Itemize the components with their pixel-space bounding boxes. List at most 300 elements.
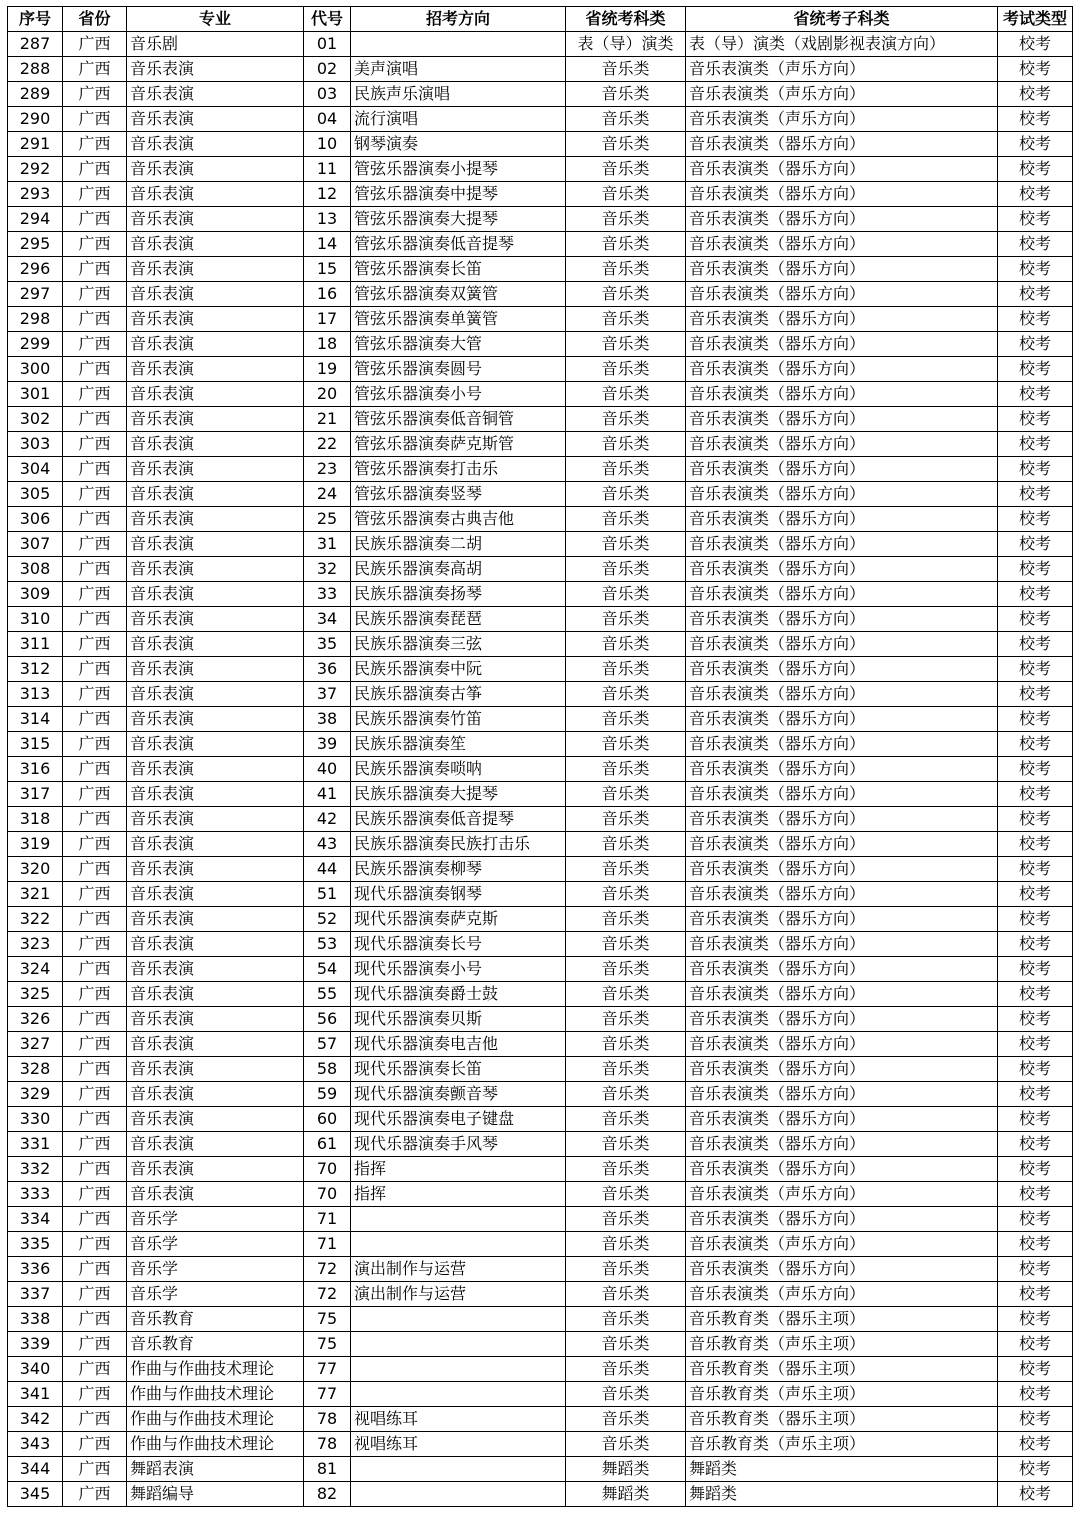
cell-exam-type: 校考 [998, 1032, 1073, 1057]
cell-category: 音乐类 [566, 1082, 686, 1107]
cell-serial: 341 [8, 1382, 63, 1407]
cell-subcategory: 音乐表演类（器乐方向） [686, 1007, 998, 1032]
cell-code: 59 [304, 1082, 351, 1107]
cell-code: 53 [304, 932, 351, 957]
cell-subcategory: 音乐表演类（器乐方向） [686, 357, 998, 382]
cell-exam-type: 校考 [998, 1457, 1073, 1482]
cell-code: 13 [304, 207, 351, 232]
cell-province: 广西 [63, 1207, 127, 1232]
cell-subcategory: 音乐表演类（器乐方向） [686, 957, 998, 982]
cell-serial: 332 [8, 1157, 63, 1182]
cell-direction: 现代乐器演奏手风琴 [351, 1132, 566, 1157]
cell-direction [351, 1307, 566, 1332]
cell-code: 41 [304, 782, 351, 807]
cell-serial: 291 [8, 132, 63, 157]
cell-code: 36 [304, 657, 351, 682]
cell-exam-type: 校考 [998, 732, 1073, 757]
cell-category: 音乐类 [566, 932, 686, 957]
table-row [8, 207, 1073, 232]
cell-province: 广西 [63, 507, 127, 532]
cell-province: 广西 [63, 1157, 127, 1182]
cell-code: 42 [304, 807, 351, 832]
cell-category: 音乐类 [566, 57, 686, 82]
cell-exam-type: 校考 [998, 307, 1073, 332]
cell-direction [351, 1232, 566, 1257]
cell-province: 广西 [63, 282, 127, 307]
cell-exam-type: 校考 [998, 107, 1073, 132]
table-row [8, 807, 1073, 832]
cell-direction: 演出制作与运营 [351, 1257, 566, 1282]
enrollment-table-container [7, 6, 1073, 1507]
table-row [8, 307, 1073, 332]
cell-subcategory: 音乐教育类（声乐主项） [686, 1332, 998, 1357]
table-body [8, 32, 1073, 1507]
cell-direction: 现代乐器演奏萨克斯 [351, 907, 566, 932]
header-exam-type: 考试类型 [998, 7, 1073, 32]
cell-category: 音乐类 [566, 407, 686, 432]
cell-category: 音乐类 [566, 582, 686, 607]
cell-category: 音乐类 [566, 1382, 686, 1407]
table-row [8, 682, 1073, 707]
cell-code: 77 [304, 1382, 351, 1407]
cell-serial: 323 [8, 932, 63, 957]
cell-province: 广西 [63, 57, 127, 82]
cell-province: 广西 [63, 1332, 127, 1357]
header-major: 专业 [127, 7, 304, 32]
cell-major: 音乐学 [127, 1282, 304, 1307]
cell-category: 音乐类 [566, 1207, 686, 1232]
cell-major: 音乐表演 [127, 57, 304, 82]
cell-code: 12 [304, 182, 351, 207]
table-row [8, 1332, 1073, 1357]
cell-direction: 管弦乐器演奏中提琴 [351, 182, 566, 207]
cell-exam-type: 校考 [998, 357, 1073, 382]
cell-province: 广西 [63, 382, 127, 407]
cell-serial: 306 [8, 507, 63, 532]
cell-category: 音乐类 [566, 832, 686, 857]
cell-province: 广西 [63, 182, 127, 207]
cell-direction: 钢琴演奏 [351, 132, 566, 157]
table-row [8, 1207, 1073, 1232]
table-row [8, 357, 1073, 382]
cell-major: 音乐表演 [127, 132, 304, 157]
cell-exam-type: 校考 [998, 957, 1073, 982]
cell-major: 音乐表演 [127, 607, 304, 632]
cell-category: 音乐类 [566, 807, 686, 832]
cell-province: 广西 [63, 1482, 127, 1507]
table-row [8, 1457, 1073, 1482]
cell-major: 音乐表演 [127, 407, 304, 432]
cell-subcategory: 音乐表演类（器乐方向） [686, 282, 998, 307]
cell-category: 音乐类 [566, 207, 686, 232]
header-serial: 序号 [8, 7, 63, 32]
table-row [8, 1107, 1073, 1132]
cell-serial: 337 [8, 1282, 63, 1307]
cell-direction [351, 1382, 566, 1407]
cell-exam-type: 校考 [998, 1257, 1073, 1282]
cell-province: 广西 [63, 357, 127, 382]
cell-major: 音乐表演 [127, 957, 304, 982]
table-row [8, 1282, 1073, 1307]
cell-exam-type: 校考 [998, 332, 1073, 357]
cell-serial: 328 [8, 1057, 63, 1082]
cell-category: 音乐类 [566, 507, 686, 532]
cell-direction: 视唱练耳 [351, 1407, 566, 1432]
cell-direction: 美声演唱 [351, 57, 566, 82]
cell-serial: 310 [8, 607, 63, 632]
cell-major: 音乐表演 [127, 282, 304, 307]
cell-subcategory: 音乐表演类（器乐方向） [686, 907, 998, 932]
cell-category: 音乐类 [566, 232, 686, 257]
table-header-row [8, 7, 1073, 32]
cell-province: 广西 [63, 482, 127, 507]
cell-code: 10 [304, 132, 351, 157]
cell-direction: 现代乐器演奏长笛 [351, 1057, 566, 1082]
cell-direction: 民族乐器演奏唢呐 [351, 757, 566, 782]
cell-major: 音乐表演 [127, 882, 304, 907]
cell-exam-type: 校考 [998, 32, 1073, 57]
cell-major: 音乐表演 [127, 907, 304, 932]
header-province: 省份 [63, 7, 127, 32]
table-row [8, 632, 1073, 657]
table-row [8, 1182, 1073, 1207]
cell-subcategory: 舞蹈类 [686, 1457, 998, 1482]
cell-subcategory: 音乐表演类（器乐方向） [686, 207, 998, 232]
cell-code: 61 [304, 1132, 351, 1157]
cell-province: 广西 [63, 757, 127, 782]
cell-category: 音乐类 [566, 132, 686, 157]
cell-serial: 296 [8, 257, 63, 282]
cell-serial: 316 [8, 757, 63, 782]
cell-province: 广西 [63, 207, 127, 232]
cell-category: 音乐类 [566, 757, 686, 782]
cell-category: 音乐类 [566, 1157, 686, 1182]
cell-major: 作曲与作曲技术理论 [127, 1432, 304, 1457]
cell-major: 音乐表演 [127, 482, 304, 507]
cell-direction: 现代乐器演奏小号 [351, 957, 566, 982]
cell-direction: 民族乐器演奏琵琶 [351, 607, 566, 632]
cell-code: 18 [304, 332, 351, 357]
cell-category: 音乐类 [566, 982, 686, 1007]
cell-serial: 308 [8, 557, 63, 582]
cell-direction: 民族乐器演奏古筝 [351, 682, 566, 707]
cell-category: 音乐类 [566, 532, 686, 557]
cell-major: 音乐表演 [127, 1032, 304, 1057]
cell-category: 音乐类 [566, 457, 686, 482]
cell-subcategory: 音乐表演类（器乐方向） [686, 407, 998, 432]
cell-exam-type: 校考 [998, 232, 1073, 257]
cell-province: 广西 [63, 82, 127, 107]
cell-exam-type: 校考 [998, 507, 1073, 532]
cell-direction: 现代乐器演奏电子键盘 [351, 1107, 566, 1132]
cell-direction: 指挥 [351, 1182, 566, 1207]
cell-major: 音乐表演 [127, 1007, 304, 1032]
cell-subcategory: 音乐教育类（器乐主项） [686, 1307, 998, 1332]
cell-code: 20 [304, 382, 351, 407]
cell-serial: 293 [8, 182, 63, 207]
cell-direction: 民族乐器演奏高胡 [351, 557, 566, 582]
cell-serial: 290 [8, 107, 63, 132]
cell-code: 16 [304, 282, 351, 307]
cell-category: 音乐类 [566, 432, 686, 457]
cell-direction: 民族乐器演奏中阮 [351, 657, 566, 682]
cell-province: 广西 [63, 1182, 127, 1207]
table-row [8, 1057, 1073, 1082]
cell-province: 广西 [63, 932, 127, 957]
cell-province: 广西 [63, 457, 127, 482]
cell-subcategory: 音乐表演类（器乐方向） [686, 182, 998, 207]
cell-exam-type: 校考 [998, 1382, 1073, 1407]
cell-serial: 318 [8, 807, 63, 832]
cell-code: 01 [304, 32, 351, 57]
cell-code: 19 [304, 357, 351, 382]
cell-province: 广西 [63, 657, 127, 682]
cell-direction [351, 32, 566, 57]
cell-category: 音乐类 [566, 957, 686, 982]
cell-serial: 320 [8, 857, 63, 882]
cell-category: 音乐类 [566, 332, 686, 357]
cell-major: 音乐表演 [127, 657, 304, 682]
table-row [8, 607, 1073, 632]
cell-category: 音乐类 [566, 782, 686, 807]
cell-major: 音乐表演 [127, 682, 304, 707]
cell-major: 作曲与作曲技术理论 [127, 1357, 304, 1382]
cell-serial: 321 [8, 882, 63, 907]
cell-major: 音乐学 [127, 1232, 304, 1257]
cell-exam-type: 校考 [998, 1207, 1073, 1232]
cell-serial: 302 [8, 407, 63, 432]
cell-code: 31 [304, 532, 351, 557]
cell-serial: 294 [8, 207, 63, 232]
cell-subcategory: 音乐表演类（器乐方向） [686, 782, 998, 807]
header-category: 省统考科类 [566, 7, 686, 32]
cell-serial: 327 [8, 1032, 63, 1057]
cell-subcategory: 音乐表演类（器乐方向） [686, 632, 998, 657]
cell-direction: 管弦乐器演奏竖琴 [351, 482, 566, 507]
cell-subcategory: 音乐表演类（器乐方向） [686, 132, 998, 157]
cell-category: 音乐类 [566, 707, 686, 732]
cell-province: 广西 [63, 957, 127, 982]
cell-subcategory: 音乐表演类（器乐方向） [686, 482, 998, 507]
cell-subcategory: 音乐表演类（器乐方向） [686, 332, 998, 357]
cell-subcategory: 音乐表演类（器乐方向） [686, 157, 998, 182]
table-row [8, 582, 1073, 607]
cell-province: 广西 [63, 1132, 127, 1157]
cell-code: 14 [304, 232, 351, 257]
cell-major: 音乐表演 [127, 82, 304, 107]
cell-exam-type: 校考 [998, 1157, 1073, 1182]
cell-subcategory: 表（导）演类（戏剧影视表演方向） [686, 32, 998, 57]
cell-exam-type: 校考 [998, 557, 1073, 582]
cell-code: 33 [304, 582, 351, 607]
cell-code: 44 [304, 857, 351, 882]
cell-major: 音乐表演 [127, 182, 304, 207]
cell-serial: 338 [8, 1307, 63, 1332]
cell-category: 音乐类 [566, 1032, 686, 1057]
cell-exam-type: 校考 [998, 1332, 1073, 1357]
cell-serial: 299 [8, 332, 63, 357]
cell-major: 音乐表演 [127, 432, 304, 457]
cell-serial: 344 [8, 1457, 63, 1482]
cell-direction: 民族乐器演奏二胡 [351, 532, 566, 557]
cell-serial: 325 [8, 982, 63, 1007]
cell-exam-type: 校考 [998, 382, 1073, 407]
cell-category: 音乐类 [566, 682, 686, 707]
enrollment-table [7, 6, 1073, 1507]
cell-code: 71 [304, 1232, 351, 1257]
cell-province: 广西 [63, 1407, 127, 1432]
cell-category: 音乐类 [566, 1257, 686, 1282]
cell-code: 22 [304, 432, 351, 457]
cell-serial: 326 [8, 1007, 63, 1032]
cell-province: 广西 [63, 232, 127, 257]
cell-category: 音乐类 [566, 382, 686, 407]
cell-major: 音乐表演 [127, 732, 304, 757]
cell-direction: 现代乐器演奏贝斯 [351, 1007, 566, 1032]
cell-category: 音乐类 [566, 182, 686, 207]
cell-category: 音乐类 [566, 307, 686, 332]
cell-serial: 335 [8, 1232, 63, 1257]
cell-subcategory: 音乐教育类（器乐主项） [686, 1407, 998, 1432]
cell-code: 54 [304, 957, 351, 982]
cell-major: 音乐表演 [127, 707, 304, 732]
cell-code: 37 [304, 682, 351, 707]
table-row [8, 1382, 1073, 1407]
cell-subcategory: 音乐表演类（器乐方向） [686, 732, 998, 757]
cell-subcategory: 音乐表演类（器乐方向） [686, 1132, 998, 1157]
cell-code: 70 [304, 1157, 351, 1182]
cell-subcategory: 音乐表演类（器乐方向） [686, 707, 998, 732]
table-row [8, 557, 1073, 582]
cell-province: 广西 [63, 1057, 127, 1082]
cell-province: 广西 [63, 632, 127, 657]
cell-serial: 313 [8, 682, 63, 707]
cell-exam-type: 校考 [998, 1007, 1073, 1032]
cell-code: 03 [304, 82, 351, 107]
cell-province: 广西 [63, 532, 127, 557]
cell-category: 音乐类 [566, 732, 686, 757]
cell-exam-type: 校考 [998, 857, 1073, 882]
cell-category: 音乐类 [566, 1357, 686, 1382]
table-row [8, 907, 1073, 932]
cell-subcategory: 音乐表演类（器乐方向） [686, 1157, 998, 1182]
cell-major: 音乐表演 [127, 757, 304, 782]
cell-serial: 292 [8, 157, 63, 182]
cell-code: 75 [304, 1307, 351, 1332]
cell-exam-type: 校考 [998, 157, 1073, 182]
cell-province: 广西 [63, 682, 127, 707]
table-row [8, 1432, 1073, 1457]
cell-exam-type: 校考 [998, 657, 1073, 682]
cell-exam-type: 校考 [998, 832, 1073, 857]
cell-exam-type: 校考 [998, 57, 1073, 82]
cell-direction: 管弦乐器演奏大管 [351, 332, 566, 357]
table-row [8, 282, 1073, 307]
cell-province: 广西 [63, 707, 127, 732]
cell-subcategory: 音乐表演类（器乐方向） [686, 857, 998, 882]
cell-serial: 312 [8, 657, 63, 682]
cell-major: 音乐学 [127, 1257, 304, 1282]
cell-category: 音乐类 [566, 882, 686, 907]
cell-major: 舞蹈编导 [127, 1482, 304, 1507]
cell-subcategory: 音乐表演类（器乐方向） [686, 932, 998, 957]
cell-direction: 现代乐器演奏电吉他 [351, 1032, 566, 1057]
cell-code: 40 [304, 757, 351, 782]
table-row [8, 32, 1073, 57]
table-row [8, 382, 1073, 407]
cell-major: 音乐表演 [127, 107, 304, 132]
header-direction: 招考方向 [351, 7, 566, 32]
cell-subcategory: 音乐教育类（声乐主项） [686, 1432, 998, 1457]
cell-exam-type: 校考 [998, 1057, 1073, 1082]
cell-category: 音乐类 [566, 632, 686, 657]
table-row [8, 1232, 1073, 1257]
cell-category: 音乐类 [566, 857, 686, 882]
cell-code: 24 [304, 482, 351, 507]
cell-province: 广西 [63, 1357, 127, 1382]
cell-major: 音乐表演 [127, 832, 304, 857]
cell-category: 音乐类 [566, 1282, 686, 1307]
cell-exam-type: 校考 [998, 1432, 1073, 1457]
cell-category: 音乐类 [566, 1107, 686, 1132]
table-row [8, 1407, 1073, 1432]
cell-major: 音乐表演 [127, 557, 304, 582]
cell-province: 广西 [63, 1432, 127, 1457]
table-row [8, 1132, 1073, 1157]
cell-province: 广西 [63, 882, 127, 907]
cell-exam-type: 校考 [998, 1182, 1073, 1207]
cell-exam-type: 校考 [998, 582, 1073, 607]
cell-direction [351, 1357, 566, 1382]
cell-code: 43 [304, 832, 351, 857]
cell-serial: 342 [8, 1407, 63, 1432]
table-row [8, 332, 1073, 357]
cell-province: 广西 [63, 332, 127, 357]
table-row [8, 57, 1073, 82]
cell-major: 音乐表演 [127, 382, 304, 407]
cell-major: 音乐学 [127, 1207, 304, 1232]
header-subcategory: 省统考子科类 [686, 7, 998, 32]
table-row [8, 982, 1073, 1007]
table-row [8, 182, 1073, 207]
cell-serial: 314 [8, 707, 63, 732]
cell-serial: 315 [8, 732, 63, 757]
cell-province: 广西 [63, 782, 127, 807]
table-row [8, 1307, 1073, 1332]
cell-exam-type: 校考 [998, 1307, 1073, 1332]
cell-category: 音乐类 [566, 357, 686, 382]
cell-category: 音乐类 [566, 1132, 686, 1157]
table-row [8, 932, 1073, 957]
cell-code: 52 [304, 907, 351, 932]
cell-exam-type: 校考 [998, 607, 1073, 632]
cell-exam-type: 校考 [998, 82, 1073, 107]
table-row [8, 707, 1073, 732]
cell-major: 音乐表演 [127, 532, 304, 557]
cell-exam-type: 校考 [998, 757, 1073, 782]
table-row [8, 232, 1073, 257]
table-row [8, 532, 1073, 557]
cell-exam-type: 校考 [998, 457, 1073, 482]
cell-category: 舞蹈类 [566, 1457, 686, 1482]
cell-subcategory: 音乐表演类（器乐方向） [686, 1107, 998, 1132]
cell-category: 表（导）演类 [566, 32, 686, 57]
cell-exam-type: 校考 [998, 132, 1073, 157]
cell-province: 广西 [63, 857, 127, 882]
cell-major: 音乐表演 [127, 1157, 304, 1182]
cell-major: 音乐剧 [127, 32, 304, 57]
cell-subcategory: 音乐表演类（声乐方向） [686, 82, 998, 107]
